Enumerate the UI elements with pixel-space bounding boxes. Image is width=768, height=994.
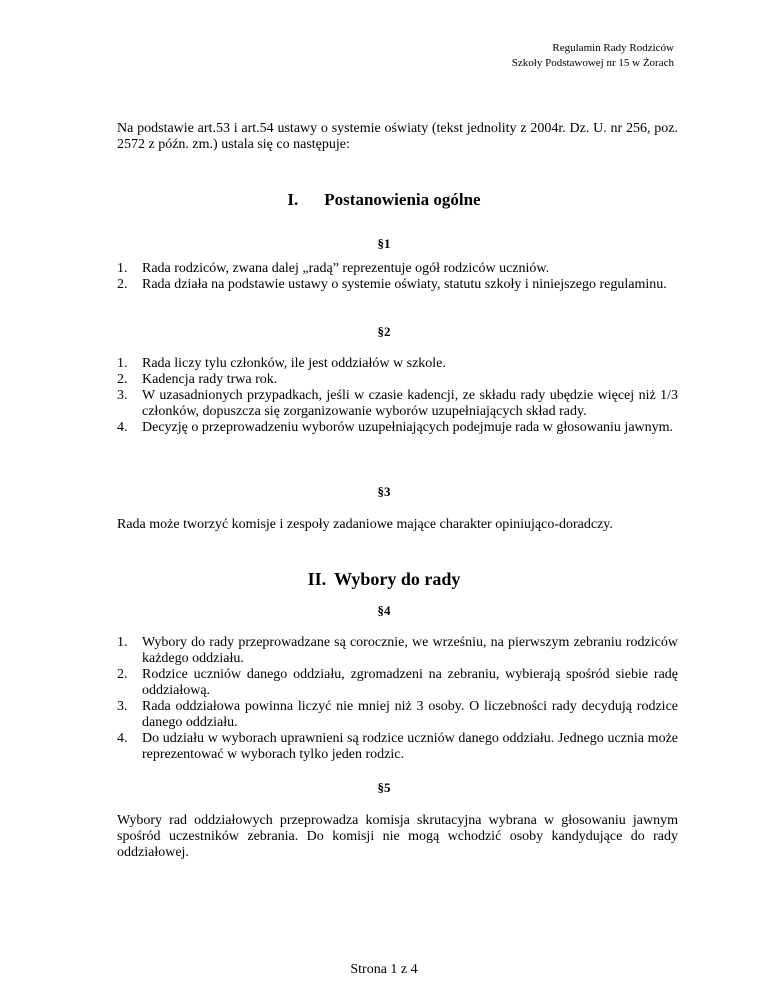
item-text: Wybory do rady przeprowadzane są corocznie, we wrześniu, na pierwszym zebraniu rodziców każdego oddziału.	[142, 635, 678, 666]
section-1-heading	[0, 190, 768, 210]
list-item	[117, 261, 678, 277]
paragraph-4-label: §4	[377, 603, 391, 618]
list-item	[117, 420, 678, 436]
item-number: 4.	[117, 420, 128, 435]
paragraph-2-list	[117, 356, 678, 436]
item-text: Do udziału w wyborach uprawnieni są rodzice uczniów danego oddziału. Jednego ucznia może reprezentować w wyborach tylko jeden rodzic.	[142, 731, 678, 762]
list-item	[117, 277, 678, 293]
item-text: Rada rodziców, zwana dalej „radą” reprezentuje ogół rodziców uczniów.	[142, 261, 550, 276]
item-number: 1.	[117, 635, 128, 650]
paragraph-1-label: §1	[377, 236, 391, 251]
item-text: Rodzice uczniów danego oddziału, zgromadzeni na zebraniu, wybierają spośród siebie radę oddziałową.	[142, 667, 678, 698]
item-text: Decyzję o przeprowadzeniu wyborów uzupełniających podejmuje rada w głosowaniu jawnym.	[142, 420, 674, 435]
list-item	[117, 667, 678, 699]
section-1-title: Postanowienia ogólne	[324, 190, 481, 209]
paragraph-2-label: §2	[377, 324, 391, 339]
item-text: Rada oddziałowa powinna liczyć nie mniej niż 3 osoby. O liczebności rady decydują rodzice danego oddziału.	[142, 699, 678, 730]
section-2-title: Wybory do rady	[334, 569, 461, 589]
item-text: Rada liczy tylu członków, ile jest oddziałów w szkole.	[142, 356, 446, 371]
item-number: 2.	[117, 277, 128, 292]
item-text: Kadencja rady trwa rok.	[142, 372, 278, 387]
item-number: 1.	[117, 261, 128, 276]
item-number: 2.	[117, 372, 128, 387]
paragraph-4-list	[117, 635, 678, 763]
list-item	[117, 356, 678, 372]
paragraph-3-label: §3	[377, 484, 391, 499]
intro-paragraph: Na podstawie art.53 i art.54 ustawy o systemie oświaty (tekst jednolity z 2004r. Dz. U. nr 256, poz. 2572 z późn. zm.) ustala się co następuje:	[117, 121, 678, 152]
item-text: Rada działa na podstawie ustawy o systemie oświaty, statutu szkoły i niniejszego regulaminu.	[142, 277, 667, 292]
header-line-1: Regulamin Rady Rodziców	[552, 42, 674, 54]
item-number: 4.	[117, 731, 128, 746]
section-2-heading	[0, 569, 768, 590]
item-number: 3.	[117, 388, 128, 403]
item-text: W uzasadnionych przypadkach, jeśli w czasie kadencji, ze składu rady ubędzie więcej niż 1/3 członków, dopuszcza się zorganizowanie wyborów uzupełniających skład rady.	[142, 388, 678, 419]
paragraph-5-label: §5	[377, 780, 391, 795]
paragraph-3-text: Rada może tworzyć komisje i zespoły zadaniowe mające charakter opiniująco-doradczy.	[117, 517, 613, 532]
item-number: 1.	[117, 356, 128, 371]
page-footer: Strona 1 z 4	[350, 962, 418, 977]
list-item	[117, 372, 678, 388]
page-header	[512, 41, 674, 71]
paragraph-1-list	[117, 261, 678, 293]
item-number: 2.	[117, 667, 128, 682]
section-2-number: II.	[307, 569, 327, 589]
list-item	[117, 699, 678, 731]
list-item	[117, 731, 678, 763]
header-line-2: Szkoły Podstawowej nr 15 w Żorach	[511, 57, 674, 69]
list-item	[117, 635, 678, 667]
item-number: 3.	[117, 699, 128, 714]
list-item	[117, 388, 678, 420]
section-1-number: I.	[287, 190, 299, 209]
paragraph-5-text: Wybory rad oddziałowych przeprowadza komisja skrutacyjna wybrana w głosowaniu jawnym spośród uczestników zebrania. Do komisji nie mogą wchodzić osoby kandydujące do rady oddziałowej.	[117, 813, 678, 860]
